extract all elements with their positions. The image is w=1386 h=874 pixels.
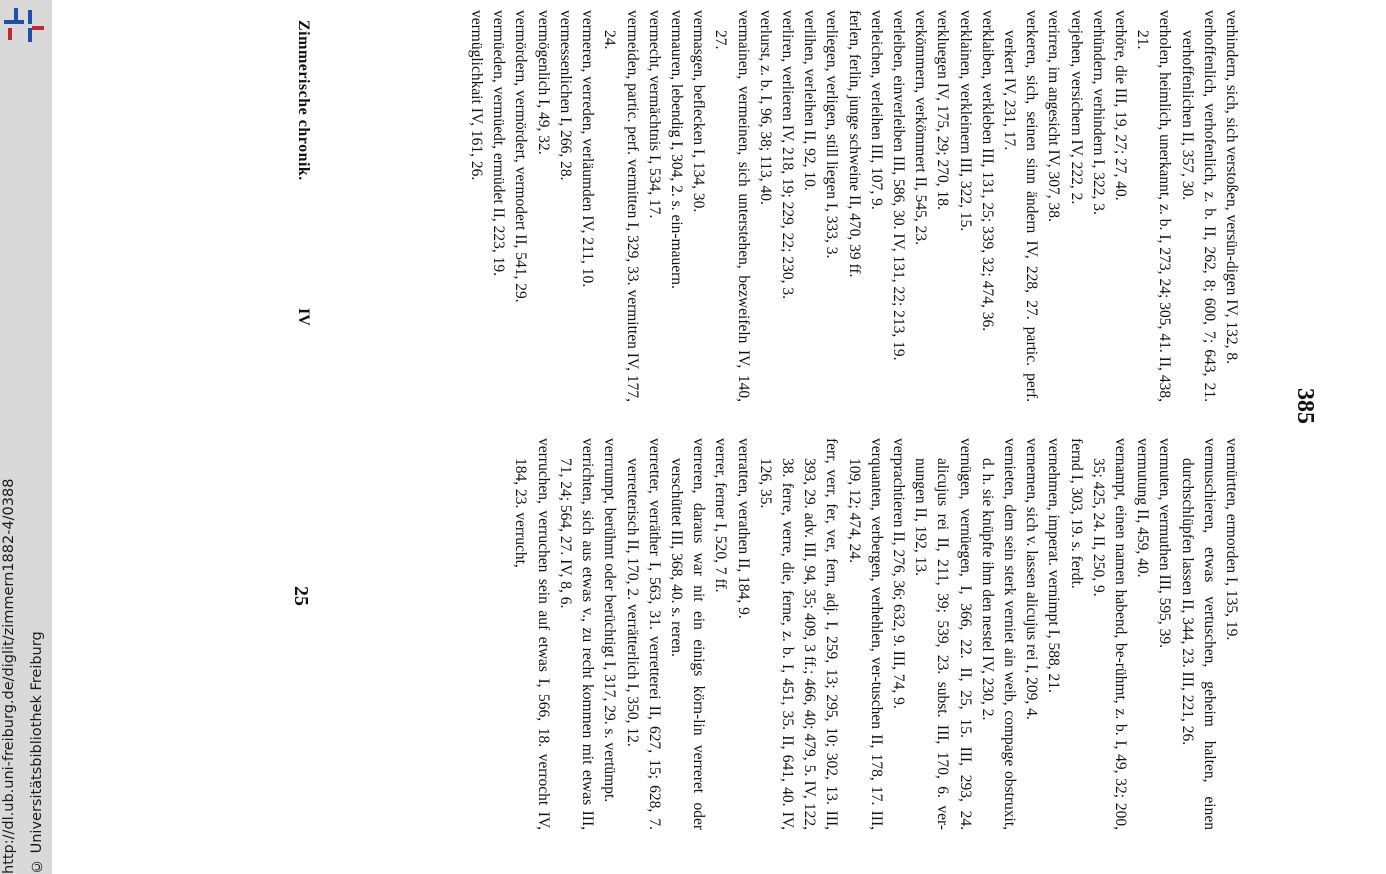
index-entry: vernieten, dem sein sterk verniet ain weib, compage obstruxit, d. h. sie knüpfte ihm den nestel IV, 230, 2.: [978, 438, 1018, 830]
index-entry: vermecht, vermächtnis I, 534, 17.: [645, 10, 663, 219]
scanned-page: [52, 0, 1386, 874]
copyright-notice: © Universitätsbibliothek Freiburg: [29, 631, 45, 874]
index-entry: verprachtieren II, 276, 36; 632, 9. III, 74, 9.: [889, 438, 907, 709]
index-entry: vermuschieren, etwas vertuschen, geheim halten, einen durchschlüpfen lassen II, 344, 23. III, 221, 26.: [1178, 438, 1218, 830]
index-entry: vermüeden, vermüedt, ermüdet II, 223, 19.: [490, 10, 508, 276]
index-entry: vermessenlichen I, 266, 28.: [556, 10, 574, 181]
sidebar-url-text: [0, 0, 52, 874]
index-entry: vermauren, lebendig I, 304, 2. s. ein-mauern.: [667, 10, 685, 289]
index-entry: verruchen, verruchen sein auf etwas I, 566, 18. verrocht IV, 184, 23. verrucht,: [512, 438, 552, 830]
index-entry: verlihen, verleihen II, 92, 10.: [801, 10, 819, 191]
right-column: [509, 438, 1242, 830]
index-entry: verhündern, verhindern I, 322, 3.: [1089, 10, 1107, 215]
index-entry: vermürtten, ermorden I, 135, 19.: [1223, 438, 1240, 641]
index-entry: vermögenlich I, 49, 32.: [534, 10, 552, 155]
index-entry: verliegen, verligen, still liegen I, 333, 3.: [823, 10, 841, 259]
index-entry: verrer, ferner I, 520, 7 ff.: [712, 438, 730, 593]
index-entry: verklaiben, verkleben III, 131, 25; 339, 32; 474, 36.: [978, 10, 996, 332]
index-entry: vermeiden, partic. perf. vermitten I, 329, 33. vermitten IV, 177, 24.: [601, 10, 641, 402]
index-entry: verirren, im angesicht IV, 307, 38.: [1045, 10, 1063, 222]
index-entry: verleichen, verleihen III, 107, 9.: [867, 10, 885, 210]
index-entry: vermutung II, 459, 40.: [1134, 438, 1152, 578]
page-footer: [282, 8, 312, 868]
chronicle-title: Zimmerische chronik.: [295, 20, 312, 181]
index-entry: verhindern, sich, sich verstoßen, versün-digen IV, 132, 8.: [1223, 10, 1240, 364]
index-entry: verrichten, sich aus etwas v., zu recht kommen mit etwas III, 71, 24; 564, 27. IV, 8, 6.: [556, 438, 597, 830]
viewer-sidebar: [0, 0, 52, 874]
index-entry: verkeren, sich, seinen sinn ändern IV, 228, 27. partic. perf. verkert IV, 231, 17.: [1000, 10, 1041, 402]
index-entry: verrrumpt, berühmt oder berüchtigt I, 317, 29. s. vertümpt.: [601, 438, 619, 803]
index-entry: fernd I, 303, 19. s. ferdt.: [1067, 438, 1085, 589]
index-entry: verkömmern, verkömmert II, 545, 23.: [912, 10, 930, 246]
index-entry: vernemen, sich v. lassen alicujus rei I, 209, 4.: [1023, 438, 1041, 720]
index-entry: ferlen, ferlin, junge schweine II, 470, 39 ff.: [845, 10, 863, 278]
index-entry: verliren, verlieren IV, 218, 19; 229, 22; 230, 3.: [778, 10, 796, 299]
index-entry: vermüglichkait IV, 161, 26.: [468, 10, 486, 181]
index-entry: vermuten, vermuthen III, 595, 39.: [1156, 438, 1174, 649]
index-entry: verkluegen IV, 175, 29; 270, 18.: [934, 10, 952, 210]
index-entry: verholen, heimlich, unerkannt, z. b. I, 273, 24; 305, 41. II, 438, 21.: [1134, 10, 1174, 402]
index-entry: vermainen, vermeinen, sich unterstehen, bezweifeln IV, 140, 27.: [712, 10, 752, 402]
index-entry: vernampt, einen namen habend, be-rühmt, z. b. I, 49, 32; 200, 35; 425, 24. II, 250, 9.: [1089, 438, 1129, 830]
index-entry: vermasgen, beflecken I, 134, 30.: [690, 10, 708, 213]
rotated-page-content: [222, 0, 1322, 874]
index-entry: verlurst, z. b. I, 96, 38; 113, 40.: [756, 10, 774, 205]
index-entry: vernügen, vernüegen, I, 366, 22. II, 25, 15. III, 293, 24. alicujus rei II, 211, 39; 539, 23. subst. III, 170, 6. ver-nungen II, 192, 13.: [912, 438, 974, 830]
index-entry: verleiben, einverleiben III, 586, 30. IV, 131, 22; 213, 19.: [889, 10, 907, 361]
index-entry: vermördern, vermördert, vermodert II, 541, 29.: [512, 10, 530, 303]
index-entry: ferr, verr, fer, ver, fern, adj. I, 259, 13; 295, 10; 302, 13. III, 393, 29. adv. III, 94, 35; 409, 3 ff.; 466, 40; 479, 5. IV, 122, 38. ferre, verre, die, ferne, z. b. I, 451, 35. II, 641, 40. IV, 126, 35.: [756, 438, 841, 830]
index-entry: verhoffenlich, verhofenlich, z. b. II, 262, 8; 600, 7; 643, 21. verhoffenlichen II, 357, 30.: [1178, 10, 1218, 402]
index-entry: verquanten, verbergen, verhehlen, ver-tuschen II, 178, 17. III, 109, 12; 474, 24.: [845, 438, 885, 830]
index-entry: verjehen, versichern IV, 222, 2.: [1067, 10, 1085, 205]
page-number: 385: [1292, 388, 1318, 424]
permalink[interactable]: http://dl.ub.uni-freiburg.de/diglit/zimmern1882-4/0388: [1, 478, 17, 874]
index-entry: verretter, verräther I, 563, 31. verretterei II, 627, 15; 628, 7. verretterisch II, 170, 2. verrätterlich I, 350, 12.: [623, 438, 663, 830]
printer-signature: 25: [290, 586, 312, 606]
index-entry: vermeren, verreden, verläumden IV, 211, 10.: [579, 10, 597, 288]
left-column: [465, 10, 1242, 402]
index-entry: vernehmen, imperat. vernimpt I, 588, 21.: [1045, 438, 1063, 693]
index-entry: verratten, verathen II, 184, 9.: [734, 438, 752, 619]
index-entry: verklainen, verkleinern III, 322, 15.: [956, 10, 974, 232]
volume-number: IV: [295, 308, 312, 326]
index-entry: verhöre, die III, 19, 27; 27, 40.: [1111, 10, 1129, 201]
index-entry: verreren, daraus war nit ein einigs körn-lin verreret oder verschüttet III, 368, 40. s. reren.: [667, 438, 708, 830]
